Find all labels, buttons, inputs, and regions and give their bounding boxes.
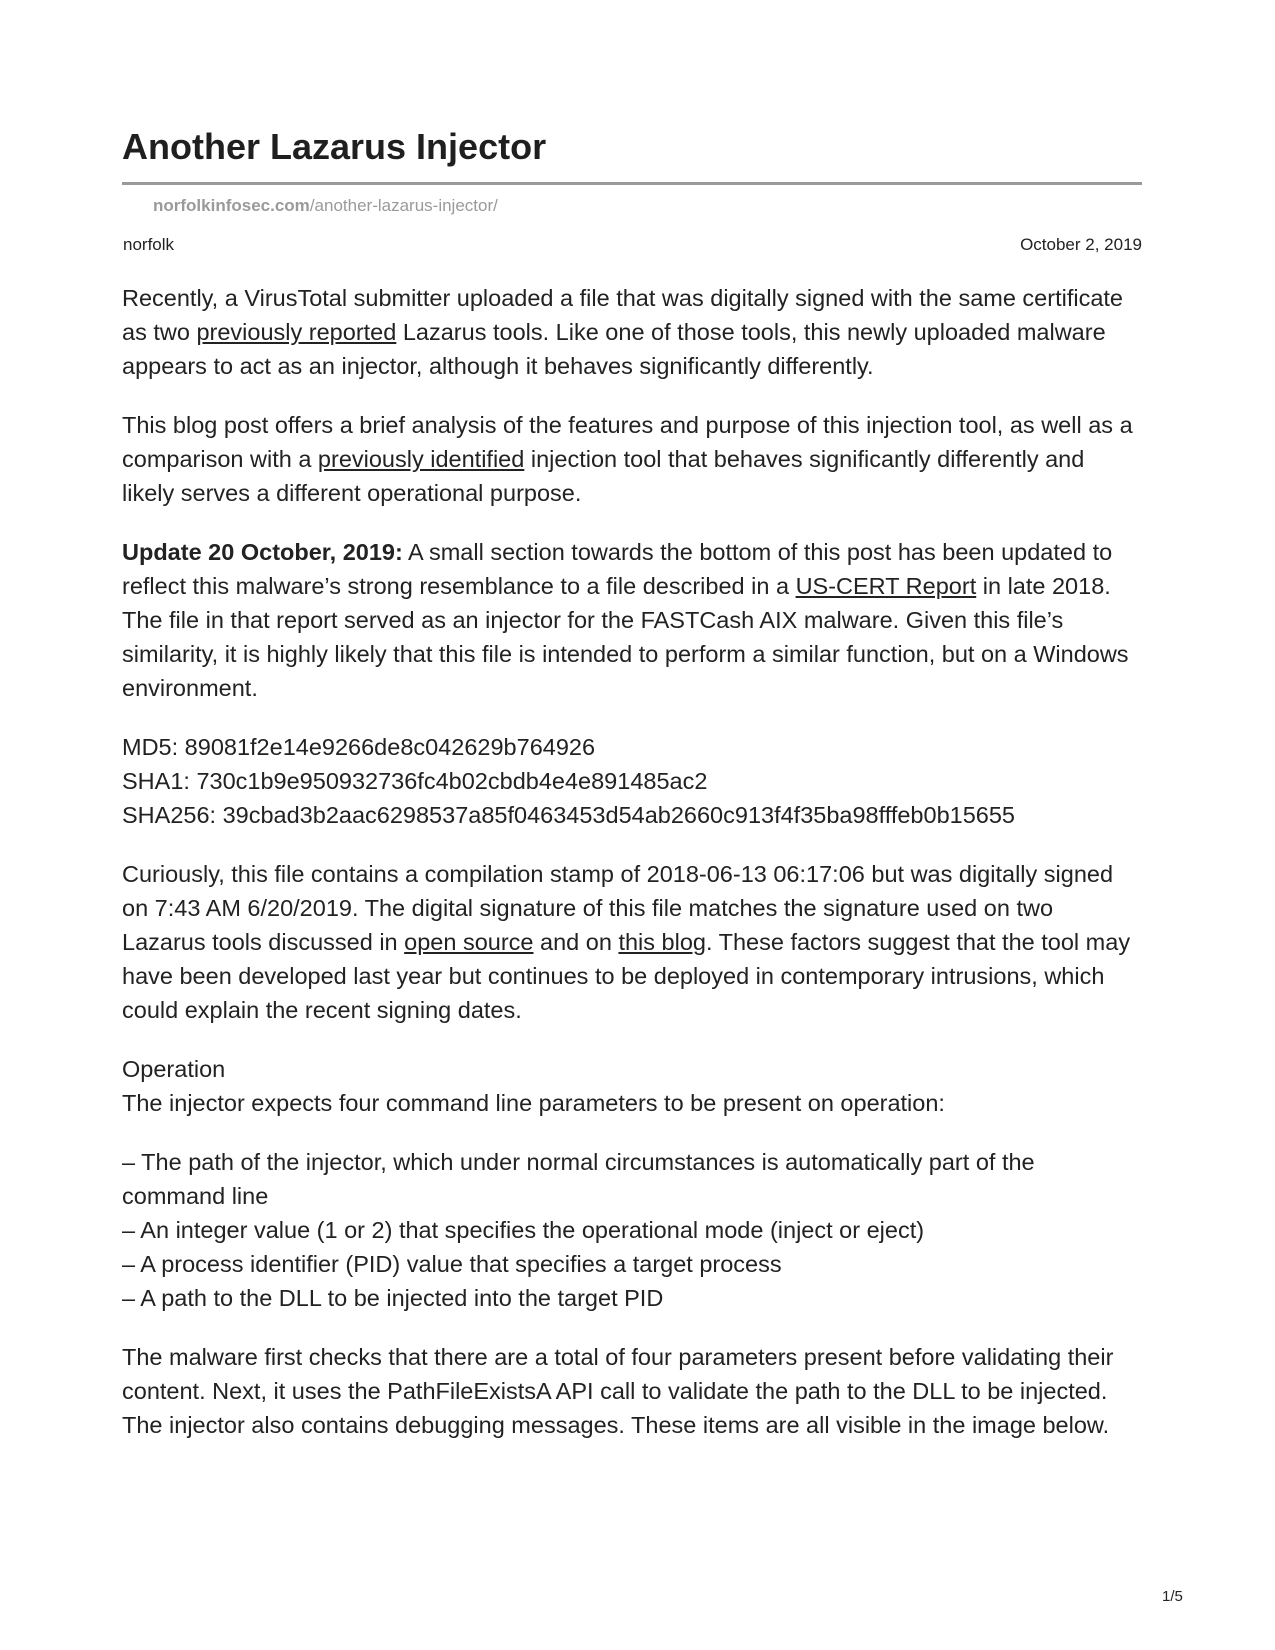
section-heading-operation: Operation xyxy=(122,1056,226,1082)
title-divider xyxy=(122,182,1142,185)
paragraph-update xyxy=(122,535,1142,705)
article-title: Another Lazarus Injector xyxy=(122,126,547,167)
link-this-blog[interactable]: this blog xyxy=(618,929,706,955)
paragraph-hashes xyxy=(122,730,1142,832)
list-item: – The path of the injector, which under normal circumstances is automatically part of the command line xyxy=(122,1149,1035,1209)
text: The injector expects four command line parameters to be present on operation: xyxy=(122,1090,945,1116)
url-path: /another-lazarus-injector/ xyxy=(309,196,498,215)
text: . These factors suggest that the tool may have been developed last year but continues to be deployed in contemporary intrusions, which could explain the recent signing dates. xyxy=(122,929,1131,1023)
paragraph-intro xyxy=(122,281,1142,383)
paragraph-compilation xyxy=(122,857,1142,1027)
paragraph-operation xyxy=(122,1052,1142,1120)
link-previously-reported[interactable]: previously reported xyxy=(196,319,397,345)
text: in late 2018. The file in that report served as an injector for the FASTCash AIX malware. Given this file’s similarity, it is highly likely that this file is intended to perform a similar function, but on a Windows environment. xyxy=(122,573,1129,701)
text: and on xyxy=(533,929,619,955)
list-item: – An integer value (1 or 2) that specifies the operational mode (inject or eject) xyxy=(122,1217,925,1243)
link-us-cert-report[interactable]: US-CERT Report xyxy=(795,573,977,599)
update-label: Update 20 October, 2019: xyxy=(122,539,403,565)
text: Curiously, this file contains a compilation stamp of 2018-06-13 06:17:06 but was digitally signed on 7:43 AM 6/20/2019. The digital signature of this file matches the signature used on two Lazarus tools discussed in xyxy=(122,861,1114,955)
text: injection tool that behaves significantly differently and likely serves a different operational purpose. xyxy=(122,446,1085,506)
link-open-source[interactable]: open source xyxy=(404,929,534,955)
list-item: – A process identifier (PID) value that specifies a target process xyxy=(122,1251,782,1277)
article-body xyxy=(122,281,1142,1467)
paragraph-validation: The malware first checks that there are a total of four parameters present before validating their content. Next, it uses the PathFileExistsA API call to validate the path to the DLL to be injected. The injector also contains debugging messages. These items are all visible in the image below. xyxy=(122,1344,1114,1438)
text: Lazarus tools. Like one of those tools, this newly uploaded malware appears to act as an injector, although it behaves significantly differently. xyxy=(122,319,1106,379)
list-item: – A path to the DLL to be injected into the target PID xyxy=(122,1285,664,1311)
source-url[interactable] xyxy=(153,196,498,216)
publish-date: October 2, 2019 xyxy=(1020,235,1142,254)
text: Recently, a VirusTotal submitter uploaded a file that was digitally signed with the same certificate as two xyxy=(122,285,1123,345)
url-domain: norfolkinfosec.com xyxy=(153,196,310,215)
author: norfolk xyxy=(123,235,175,254)
hash-md5: MD5: 89081f2e14e9266de8c042629b764926 xyxy=(122,734,596,760)
parameter-list xyxy=(122,1145,1142,1315)
hash-sha256: SHA256: 39cbad3b2aac6298537a85f0463453d54ab2660c913f4f35ba98fffeb0b15655 xyxy=(122,802,1015,828)
hash-sha1: SHA1: 730c1b9e950932736fc4b02cbdb4e4e891485ac2 xyxy=(122,768,708,794)
link-previously-identified[interactable]: previously identified xyxy=(317,446,525,472)
paragraph-purpose xyxy=(122,408,1142,510)
text: This blog post offers a brief analysis of the features and purpose of this injection tool, as well as a comparison with a xyxy=(122,412,1133,472)
text: A small section towards the bottom of this post has been updated to reflect this malware’s strong resemblance to a file described in a xyxy=(122,539,1113,599)
page-number: 1/5 xyxy=(1162,1588,1183,1605)
